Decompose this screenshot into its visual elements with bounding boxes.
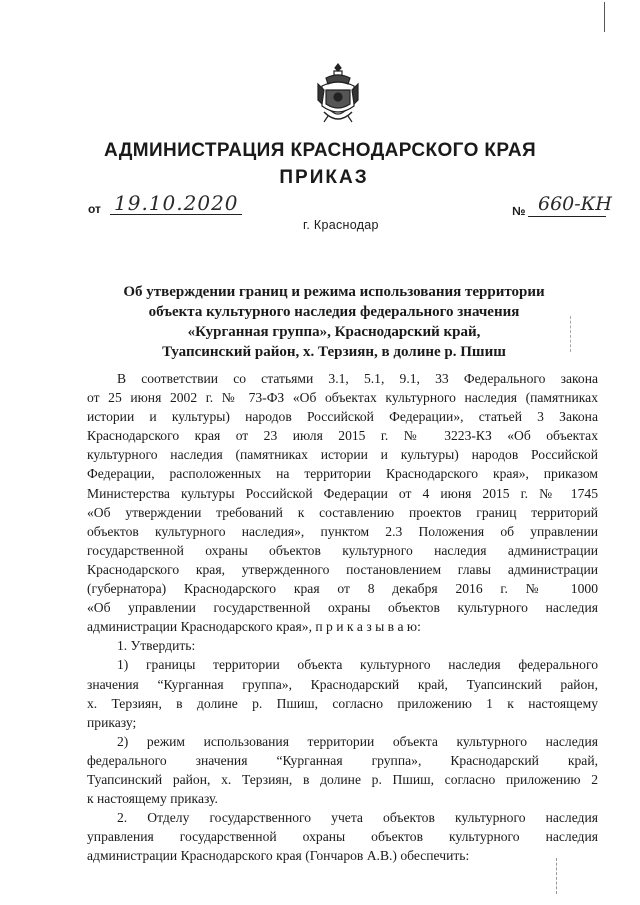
body-line: значения “Курганная группа», Краснодарский край, Туапсинский район, — [87, 676, 598, 692]
body-line: Краснодарского края от 23 июля 2015 г. № 3223-КЗ «Об объектах — [87, 428, 598, 444]
body-line: 2. Отделу государственного учета объектов культурного наследия — [117, 810, 598, 826]
heading-line: Туапсинский район, х. Терзиян, в долине р. Пшиш — [162, 344, 506, 360]
body-line: х. Терзиян, в долине р. Пшиш, согласно приложению 1 к настоящему — [87, 695, 598, 711]
handwritten-date: 19.10.2020 — [114, 191, 239, 215]
body-line: объектов культурного наследия», пунктом 2.3 Положения об управлении — [87, 523, 598, 539]
body-line: администрации Краснодарского края (Гончаров А.В.) обеспечить: — [87, 848, 470, 864]
heading-line: Об утверждении границ и режима использования территории — [123, 284, 545, 300]
body-line: федерального значения “Курганная группа», Краснодарский край, — [87, 752, 598, 768]
handwritten-number: 660-КН — [538, 193, 612, 215]
order-title: ПРИКАЗ — [279, 167, 369, 188]
body-line: управления государственной охраны объектов культурного наследия — [87, 829, 598, 845]
body-line: (губернатора) Краснодарского края от 8 декабря 2016 г. № 1000 — [87, 581, 598, 597]
body-line: от 25 июня 2002 г. № 73-ФЗ «Об объектах культурного наследия (памятниках — [87, 390, 598, 406]
body-line: Министерства культуры Российской Федерации от 4 июня 2015 г. № 1745 — [87, 485, 598, 501]
administration-title: АДМИНИСТРАЦИЯ КРАСНОДАРСКОГО КРАЯ — [104, 140, 536, 161]
number-prefix: № — [512, 204, 526, 218]
body-line: администрации Краснодарского края», п р и к а з ы в а ю: — [87, 619, 421, 635]
body-line: приказу; — [87, 714, 137, 730]
body-line: 2) режим использования территории объекта культурного наследия — [117, 733, 598, 749]
body-line: культурного наследия (памятниках истории и культуры) народов Российской — [87, 447, 598, 463]
scan-margin-mark — [604, 2, 605, 32]
krasnodar-coat-of-arms-icon — [316, 62, 360, 124]
heading-line: объекта культурного наследия федерального значения — [148, 304, 520, 320]
order-heading — [96, 282, 572, 362]
heading-line: «Курганная группа», Краснодарский край, — [187, 324, 481, 340]
body-line: государственной охраны объектов культурного наследия администрации — [87, 542, 598, 558]
body-line: Федерации, расположенных на территории Краснодарского края», приказом — [87, 466, 598, 482]
body-line: Туапсинский район, х. Терзиян, в долине р. Пшиш, согласно приложению 2 — [87, 771, 598, 787]
city-name: г. Краснодар — [303, 218, 379, 232]
order-body — [87, 369, 598, 865]
body-line: Краснодарского края, утвержденного постановлением главы администрации — [87, 561, 598, 577]
body-line: истории и культуры) народов Российской Федерации», статьей 3 Закона — [87, 409, 598, 425]
date-prefix: от — [88, 202, 101, 216]
body-line: 1. Утвердить: — [117, 638, 196, 654]
number-underline — [528, 216, 606, 217]
body-line: В соответствии со статьями 3.1, 5.1, 9.1, 33 Федерального закона — [117, 371, 598, 386]
body-line: к настоящему приказу. — [87, 791, 218, 807]
body-line: «Об управлении государственной охраны объектов культурного наследия — [87, 600, 598, 616]
body-line: 1) границы территории объекта культурного наследия федерального — [117, 657, 598, 673]
body-line: «Об утверждении требований к составлению проектов границ территорий — [87, 504, 598, 520]
